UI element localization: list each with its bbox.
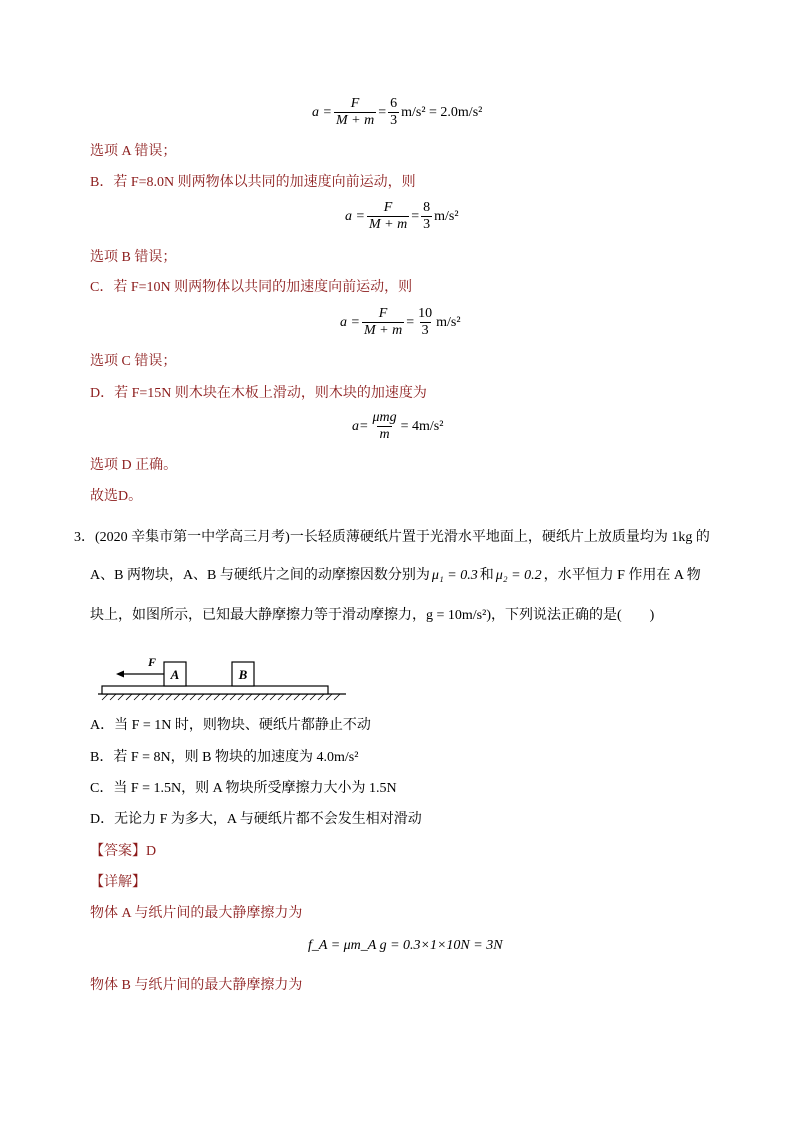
question-3-line-1: 3．(2020 辛集市第一中学高三月考)一长轻质薄硬纸片置于光滑水平地面上，硬纸片上放质量均为 1kg 的	[74, 530, 710, 545]
eq1-fraction-2	[388, 96, 399, 129]
eq1-tail: m/s² = 2.0m/s²	[401, 104, 483, 120]
eq2-num: F	[383, 200, 393, 215]
eq3-equals: =	[406, 314, 415, 330]
eq1-fraction	[334, 96, 376, 129]
paper-board	[102, 686, 328, 694]
eq4-tail: = 4m/s²	[400, 418, 444, 434]
eq1-lhs: a =	[312, 104, 332, 120]
eq4-lhs: a=	[352, 418, 369, 434]
choice-a: A．当 F = 1N 时，则物块、硬纸片都静止不动	[90, 718, 371, 733]
eq3-tail: m/s²	[436, 314, 461, 330]
option-a-wrong: 选项 A 错误；	[90, 144, 177, 159]
q3-line2-start: A、B 两物块，A、B 与硬纸片之间的动摩擦因数分别为	[90, 568, 430, 583]
equation-3	[340, 306, 461, 339]
equation-1	[312, 96, 482, 129]
q3-mu1: μ₁ = 0.3	[431, 568, 478, 583]
eq3-den: M + m	[363, 323, 403, 338]
equation-4	[352, 410, 443, 443]
eq1-num: F	[350, 96, 360, 111]
answer-label: 【答案】D	[90, 844, 157, 859]
option-d-line: D．若 F=15N 则木块在木板上滑动，则木块的加速度为	[90, 386, 427, 401]
detail-label: 【详解】	[90, 875, 146, 890]
eq3-num2: 10	[418, 306, 433, 321]
force-arrow-head	[116, 671, 124, 678]
eq4-fraction	[370, 410, 398, 443]
eq3-num: F	[378, 306, 388, 321]
option-d-right: 选项 D 正确。	[90, 458, 178, 473]
option-c-wrong: 选项 C 错误；	[90, 354, 177, 369]
option-c-line: C．若 F=10N 则两物体以共同的加速度向前运动，则	[90, 280, 413, 295]
question-3-line-2	[90, 566, 701, 586]
eq1-equals: =	[378, 104, 387, 120]
equation-5: f_A = μm_A g = 0.3×1×10N = 3N	[308, 938, 503, 953]
eq2-fraction	[367, 200, 409, 233]
eq2-den: M + m	[368, 217, 408, 232]
eq2-fraction-2	[421, 200, 432, 233]
equation-2	[345, 200, 459, 233]
eq2-tail: m/s²	[434, 208, 459, 224]
q3-line2-end: ，水平恒力 F 作用在 A 物	[543, 568, 701, 583]
conclusion: 故选D。	[90, 489, 143, 504]
choice-b: B．若 F = 8N，则 B 物块的加速度为 4.0m/s²	[90, 750, 359, 765]
eq2-equals: =	[411, 208, 420, 224]
b-max-friction-text: 物体 B 与纸片间的最大静摩擦力为	[90, 978, 303, 993]
eq3-fraction-2	[416, 306, 434, 339]
ground-hatch	[102, 694, 340, 700]
a-max-friction-text: 物体 A 与纸片间的最大静摩擦力为	[90, 906, 303, 921]
choice-c: C．当 F = 1.5N，则 A 物块所受摩擦力大小为 1.5N	[90, 781, 397, 796]
option-b-wrong: 选项 B 错误；	[90, 250, 177, 265]
eq3-lhs: a =	[340, 314, 360, 330]
option-b-line: B．若 F=8.0N 则两物体以共同的加速度向前运动，则	[90, 175, 416, 190]
eq1-num2: 6	[390, 96, 398, 111]
physics-figure	[96, 652, 352, 702]
q3-and: 和	[479, 568, 494, 583]
eq2-lhs: a =	[345, 208, 365, 224]
eq2-den2: 3	[423, 217, 431, 232]
q3-mu2: μ₂ = 0.2	[495, 568, 542, 583]
question-3-line-3: 块上，如图所示，已知最大静摩擦力等于滑动摩擦力，g = 10m/s²)，下列说法正确的是( )	[90, 608, 655, 623]
eq2-num2: 8	[423, 200, 431, 215]
eq1-den: M + m	[335, 113, 375, 128]
eq3-fraction	[362, 306, 404, 339]
force-label: F	[148, 655, 157, 669]
eq3-den2: 3	[421, 323, 429, 338]
choice-d: D．无论力 F 为多大，A 与硬纸片都不会发生相对滑动	[90, 812, 422, 827]
block-a-label: A	[170, 667, 180, 682]
block-b-label: B	[238, 667, 248, 682]
eq4-num: μmg	[372, 410, 397, 425]
eq1-den2: 3	[390, 113, 398, 128]
eq4-den: m	[379, 427, 390, 442]
